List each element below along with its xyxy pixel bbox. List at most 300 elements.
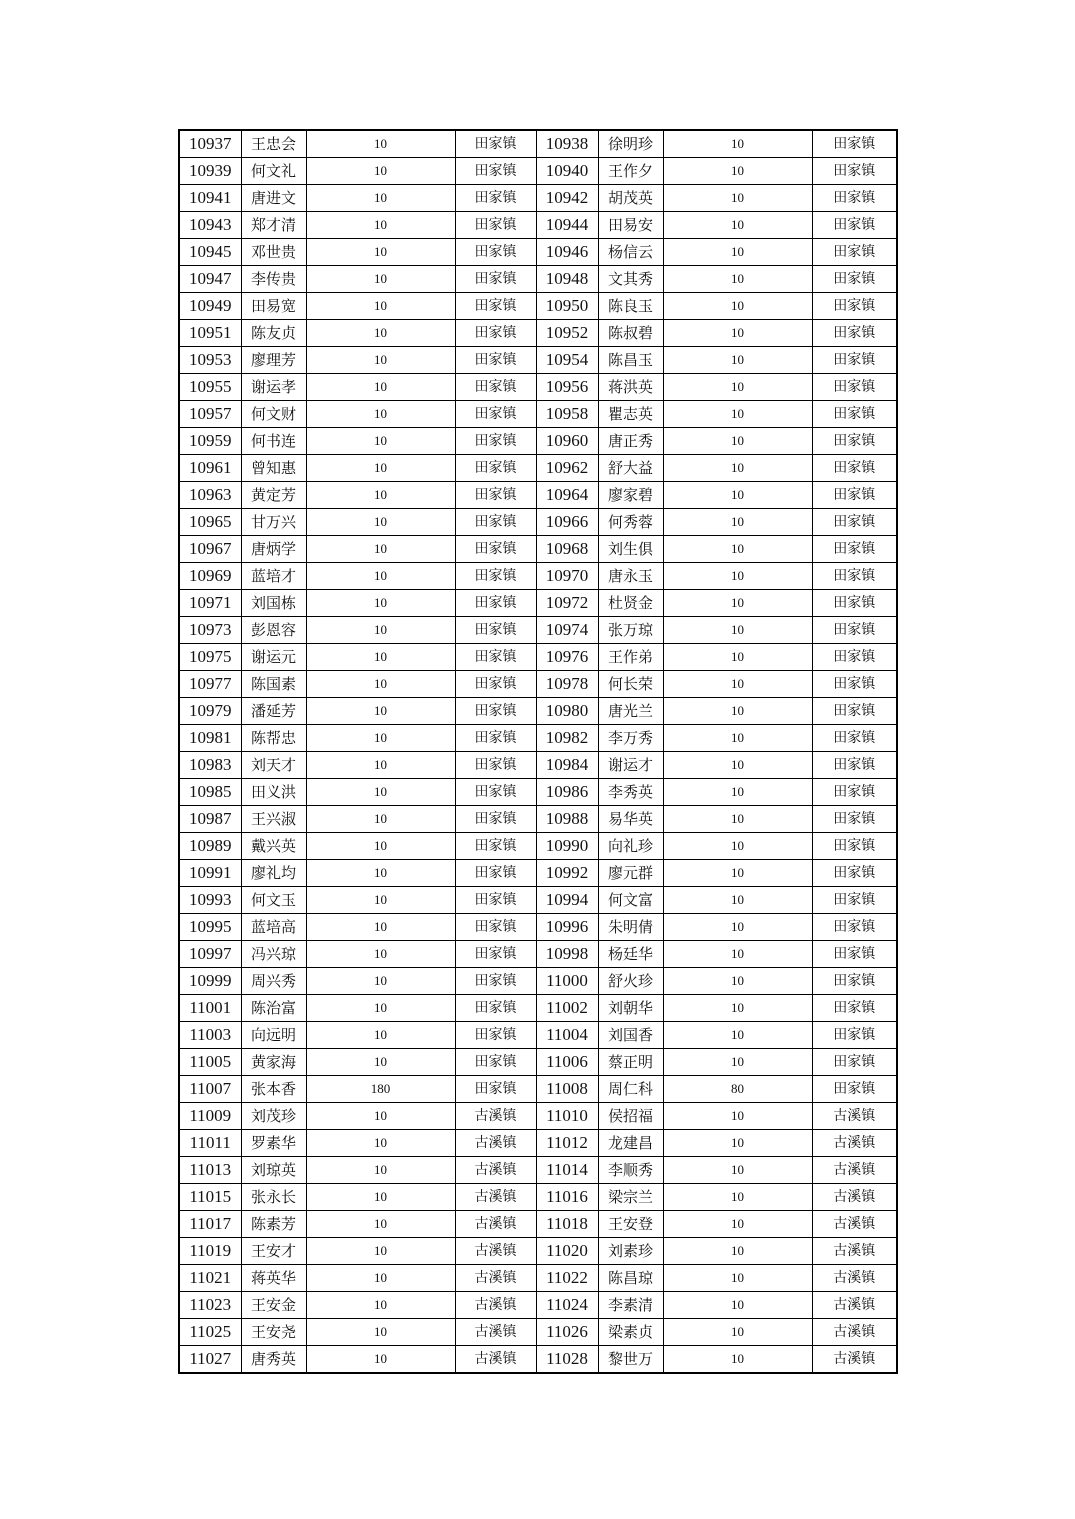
record-id-cell: 10979	[179, 698, 241, 725]
record-id-cell: 10966	[536, 509, 598, 536]
table-row	[179, 698, 897, 725]
town-name-cell: 田家镇	[812, 725, 897, 752]
person-name-cell: 张万琼	[598, 617, 663, 644]
table-row	[179, 482, 897, 509]
person-name-cell: 唐炳学	[241, 536, 306, 563]
record-id-cell: 11000	[536, 968, 598, 995]
town-name-cell: 田家镇	[455, 1076, 536, 1103]
person-name-cell: 刘生俱	[598, 536, 663, 563]
person-name-cell: 刘素珍	[598, 1238, 663, 1265]
town-name-cell: 田家镇	[455, 968, 536, 995]
record-id-cell: 10943	[179, 212, 241, 239]
amount-cell: 10	[663, 347, 812, 374]
table-row	[179, 1211, 897, 1238]
person-name-cell: 廖礼均	[241, 860, 306, 887]
person-name-cell: 舒火珍	[598, 968, 663, 995]
person-name-cell: 刘茂珍	[241, 1103, 306, 1130]
record-id-cell: 10938	[536, 130, 598, 158]
person-name-cell: 罗素华	[241, 1130, 306, 1157]
person-name-cell: 何书连	[241, 428, 306, 455]
amount-cell: 10	[663, 536, 812, 563]
amount-cell: 10	[663, 185, 812, 212]
town-name-cell: 田家镇	[455, 239, 536, 266]
record-id-cell: 10947	[179, 266, 241, 293]
table-row	[179, 536, 897, 563]
record-id-cell: 10976	[536, 644, 598, 671]
town-name-cell: 田家镇	[812, 374, 897, 401]
town-name-cell: 田家镇	[455, 266, 536, 293]
amount-cell: 10	[306, 914, 455, 941]
table-row	[179, 239, 897, 266]
amount-cell: 10	[663, 455, 812, 482]
person-name-cell: 唐光兰	[598, 698, 663, 725]
record-id-cell: 10941	[179, 185, 241, 212]
amount-cell: 10	[663, 887, 812, 914]
record-id-cell: 10971	[179, 590, 241, 617]
table-row	[179, 968, 897, 995]
town-name-cell: 古溪镇	[812, 1130, 897, 1157]
table-row	[179, 1103, 897, 1130]
amount-cell: 10	[306, 536, 455, 563]
amount-cell: 10	[306, 1265, 455, 1292]
town-name-cell: 田家镇	[455, 374, 536, 401]
record-id-cell: 10942	[536, 185, 598, 212]
record-id-cell: 10968	[536, 536, 598, 563]
table-row	[179, 455, 897, 482]
amount-cell: 10	[306, 590, 455, 617]
town-name-cell: 田家镇	[455, 347, 536, 374]
table-row	[179, 1184, 897, 1211]
record-id-cell: 11012	[536, 1130, 598, 1157]
record-id-cell: 10988	[536, 806, 598, 833]
record-id-cell: 10995	[179, 914, 241, 941]
amount-cell: 10	[306, 239, 455, 266]
record-id-cell: 10946	[536, 239, 598, 266]
amount-cell: 10	[306, 374, 455, 401]
town-name-cell: 古溪镇	[812, 1157, 897, 1184]
table-row	[179, 1157, 897, 1184]
amount-cell: 10	[663, 482, 812, 509]
town-name-cell: 田家镇	[812, 833, 897, 860]
record-id-cell: 10984	[536, 752, 598, 779]
town-name-cell: 田家镇	[455, 860, 536, 887]
amount-cell: 10	[306, 1157, 455, 1184]
town-name-cell: 田家镇	[812, 347, 897, 374]
record-id-cell: 11024	[536, 1292, 598, 1319]
table-row	[179, 806, 897, 833]
table-row	[179, 509, 897, 536]
record-id-cell: 11028	[536, 1346, 598, 1374]
town-name-cell: 田家镇	[812, 671, 897, 698]
record-id-cell: 10997	[179, 941, 241, 968]
amount-cell: 10	[306, 941, 455, 968]
amount-cell: 10	[663, 1184, 812, 1211]
town-name-cell: 田家镇	[812, 887, 897, 914]
record-id-cell: 11014	[536, 1157, 598, 1184]
town-name-cell: 田家镇	[455, 617, 536, 644]
record-id-cell: 11018	[536, 1211, 598, 1238]
record-id-cell: 10990	[536, 833, 598, 860]
record-id-cell: 10967	[179, 536, 241, 563]
person-name-cell: 李素清	[598, 1292, 663, 1319]
town-name-cell: 田家镇	[812, 563, 897, 590]
record-id-cell: 10998	[536, 941, 598, 968]
person-name-cell: 朱明倩	[598, 914, 663, 941]
amount-cell: 10	[306, 428, 455, 455]
person-name-cell: 何长荣	[598, 671, 663, 698]
person-name-cell: 曾知惠	[241, 455, 306, 482]
town-name-cell: 田家镇	[812, 968, 897, 995]
town-name-cell: 田家镇	[812, 995, 897, 1022]
table-row	[179, 212, 897, 239]
town-name-cell: 田家镇	[455, 320, 536, 347]
town-name-cell: 田家镇	[812, 617, 897, 644]
record-id-cell: 11009	[179, 1103, 241, 1130]
person-name-cell: 黎世万	[598, 1346, 663, 1374]
person-name-cell: 侯招福	[598, 1103, 663, 1130]
amount-cell: 10	[306, 1292, 455, 1319]
record-id-cell: 11008	[536, 1076, 598, 1103]
person-name-cell: 刘朝华	[598, 995, 663, 1022]
amount-cell: 10	[663, 833, 812, 860]
town-name-cell: 田家镇	[455, 293, 536, 320]
person-name-cell: 唐秀英	[241, 1346, 306, 1374]
table-row	[179, 320, 897, 347]
amount-cell: 10	[306, 401, 455, 428]
record-id-cell: 11006	[536, 1049, 598, 1076]
amount-cell: 10	[663, 779, 812, 806]
town-name-cell: 田家镇	[455, 185, 536, 212]
table-row	[179, 617, 897, 644]
amount-cell: 10	[663, 860, 812, 887]
town-name-cell: 古溪镇	[812, 1319, 897, 1346]
record-id-cell: 11021	[179, 1265, 241, 1292]
person-name-cell: 何文富	[598, 887, 663, 914]
table-row	[179, 725, 897, 752]
town-name-cell: 田家镇	[455, 158, 536, 185]
table-row	[179, 941, 897, 968]
amount-cell: 10	[306, 779, 455, 806]
record-id-cell: 11017	[179, 1211, 241, 1238]
amount-cell: 10	[306, 698, 455, 725]
record-id-cell: 10985	[179, 779, 241, 806]
town-name-cell: 田家镇	[455, 509, 536, 536]
amount-cell: 10	[663, 617, 812, 644]
town-name-cell: 田家镇	[455, 887, 536, 914]
person-name-cell: 刘天才	[241, 752, 306, 779]
record-id-cell: 10970	[536, 563, 598, 590]
amount-cell: 10	[306, 482, 455, 509]
record-id-cell: 10991	[179, 860, 241, 887]
amount-cell: 10	[663, 995, 812, 1022]
amount-cell: 10	[663, 1157, 812, 1184]
person-name-cell: 蒋英华	[241, 1265, 306, 1292]
person-name-cell: 谢运孝	[241, 374, 306, 401]
amount-cell: 10	[306, 1049, 455, 1076]
record-id-cell: 10962	[536, 455, 598, 482]
amount-cell: 10	[306, 509, 455, 536]
table-row	[179, 644, 897, 671]
table-row	[179, 1049, 897, 1076]
amount-cell: 10	[663, 968, 812, 995]
amount-cell: 10	[306, 563, 455, 590]
person-name-cell: 刘琼英	[241, 1157, 306, 1184]
amount-cell: 10	[306, 1130, 455, 1157]
table-row	[179, 1292, 897, 1319]
person-name-cell: 胡茂英	[598, 185, 663, 212]
town-name-cell: 古溪镇	[455, 1346, 536, 1374]
person-name-cell: 杨信云	[598, 239, 663, 266]
amount-cell: 10	[663, 1211, 812, 1238]
town-name-cell: 古溪镇	[455, 1184, 536, 1211]
record-id-cell: 11015	[179, 1184, 241, 1211]
record-id-cell: 10989	[179, 833, 241, 860]
person-name-cell: 唐进文	[241, 185, 306, 212]
table-row	[179, 995, 897, 1022]
town-name-cell: 田家镇	[812, 401, 897, 428]
table-row	[179, 185, 897, 212]
record-id-cell: 11003	[179, 1022, 241, 1049]
amount-cell: 10	[663, 671, 812, 698]
town-name-cell: 田家镇	[455, 401, 536, 428]
table-row	[179, 779, 897, 806]
town-name-cell: 田家镇	[812, 779, 897, 806]
record-id-cell: 11019	[179, 1238, 241, 1265]
amount-cell: 10	[663, 806, 812, 833]
person-name-cell: 王作弟	[598, 644, 663, 671]
town-name-cell: 田家镇	[812, 239, 897, 266]
person-name-cell: 黄定芳	[241, 482, 306, 509]
person-name-cell: 王安才	[241, 1238, 306, 1265]
amount-cell: 10	[663, 752, 812, 779]
amount-cell: 10	[663, 1292, 812, 1319]
amount-cell: 10	[663, 130, 812, 158]
amount-cell: 10	[663, 1130, 812, 1157]
record-id-cell: 11007	[179, 1076, 241, 1103]
amount-cell: 10	[663, 725, 812, 752]
record-id-cell: 10952	[536, 320, 598, 347]
amount-cell: 10	[306, 860, 455, 887]
town-name-cell: 田家镇	[812, 698, 897, 725]
amount-cell: 10	[663, 914, 812, 941]
town-name-cell: 田家镇	[812, 941, 897, 968]
table-row	[179, 374, 897, 401]
record-id-cell: 10957	[179, 401, 241, 428]
person-name-cell: 梁宗兰	[598, 1184, 663, 1211]
amount-cell: 10	[663, 563, 812, 590]
person-name-cell: 张永长	[241, 1184, 306, 1211]
town-name-cell: 田家镇	[455, 779, 536, 806]
person-name-cell: 文其秀	[598, 266, 663, 293]
town-name-cell: 田家镇	[455, 671, 536, 698]
record-id-cell: 10973	[179, 617, 241, 644]
amount-cell: 10	[306, 293, 455, 320]
amount-cell: 10	[663, 293, 812, 320]
amount-cell: 10	[663, 1103, 812, 1130]
town-name-cell: 古溪镇	[812, 1265, 897, 1292]
record-id-cell: 10993	[179, 887, 241, 914]
town-name-cell: 古溪镇	[812, 1292, 897, 1319]
amount-cell: 10	[306, 617, 455, 644]
person-name-cell: 易华英	[598, 806, 663, 833]
town-name-cell: 田家镇	[455, 698, 536, 725]
person-name-cell: 瞿志英	[598, 401, 663, 428]
table-row	[179, 1346, 897, 1374]
person-name-cell: 杜贤金	[598, 590, 663, 617]
person-name-cell: 王安尧	[241, 1319, 306, 1346]
person-name-cell: 戴兴英	[241, 833, 306, 860]
table-row	[179, 293, 897, 320]
person-name-cell: 唐永玉	[598, 563, 663, 590]
person-name-cell: 李万秀	[598, 725, 663, 752]
record-id-cell: 11011	[179, 1130, 241, 1157]
person-name-cell: 何秀蓉	[598, 509, 663, 536]
town-name-cell: 田家镇	[812, 482, 897, 509]
person-name-cell: 向远明	[241, 1022, 306, 1049]
amount-cell: 10	[306, 320, 455, 347]
person-name-cell: 陈昌琼	[598, 1265, 663, 1292]
amount-cell: 10	[306, 212, 455, 239]
amount-cell: 10	[663, 1238, 812, 1265]
table-row	[179, 401, 897, 428]
amount-cell: 10	[306, 1022, 455, 1049]
table-row	[179, 347, 897, 374]
person-name-cell: 李顺秀	[598, 1157, 663, 1184]
town-name-cell: 田家镇	[812, 455, 897, 482]
record-id-cell: 10944	[536, 212, 598, 239]
amount-cell: 10	[306, 671, 455, 698]
town-name-cell: 田家镇	[455, 752, 536, 779]
person-name-cell: 黄家海	[241, 1049, 306, 1076]
person-name-cell: 唐正秀	[598, 428, 663, 455]
record-id-cell: 10992	[536, 860, 598, 887]
town-name-cell: 田家镇	[812, 293, 897, 320]
record-id-cell: 10977	[179, 671, 241, 698]
record-id-cell: 10950	[536, 293, 598, 320]
town-name-cell: 田家镇	[455, 455, 536, 482]
record-id-cell: 10959	[179, 428, 241, 455]
table-row	[179, 1265, 897, 1292]
town-name-cell: 田家镇	[812, 752, 897, 779]
amount-cell: 10	[306, 1319, 455, 1346]
amount-cell: 10	[306, 752, 455, 779]
town-name-cell: 田家镇	[455, 536, 536, 563]
record-id-cell: 10958	[536, 401, 598, 428]
person-name-cell: 蒋洪英	[598, 374, 663, 401]
record-id-cell: 10953	[179, 347, 241, 374]
person-name-cell: 张本香	[241, 1076, 306, 1103]
town-name-cell: 古溪镇	[812, 1211, 897, 1238]
amount-cell: 10	[663, 401, 812, 428]
person-name-cell: 邓世贵	[241, 239, 306, 266]
town-name-cell: 古溪镇	[455, 1319, 536, 1346]
town-name-cell: 古溪镇	[455, 1157, 536, 1184]
town-name-cell: 田家镇	[455, 482, 536, 509]
person-name-cell: 蔡正明	[598, 1049, 663, 1076]
person-name-cell: 向礼珍	[598, 833, 663, 860]
record-id-cell: 10940	[536, 158, 598, 185]
table-row	[179, 833, 897, 860]
record-id-cell: 11002	[536, 995, 598, 1022]
person-name-cell: 王忠会	[241, 130, 306, 158]
person-name-cell: 陈良玉	[598, 293, 663, 320]
town-name-cell: 田家镇	[455, 590, 536, 617]
person-name-cell: 田易宽	[241, 293, 306, 320]
record-id-cell: 10980	[536, 698, 598, 725]
table-row	[179, 1238, 897, 1265]
table-row	[179, 860, 897, 887]
amount-cell: 10	[663, 1346, 812, 1374]
table-row	[179, 887, 897, 914]
amount-cell: 10	[663, 212, 812, 239]
record-id-cell: 11004	[536, 1022, 598, 1049]
table-row	[179, 1076, 897, 1103]
person-name-cell: 周仁科	[598, 1076, 663, 1103]
record-id-cell: 11026	[536, 1319, 598, 1346]
town-name-cell: 田家镇	[812, 130, 897, 158]
record-id-cell: 10937	[179, 130, 241, 158]
record-id-cell: 11005	[179, 1049, 241, 1076]
town-name-cell: 田家镇	[812, 185, 897, 212]
table-row	[179, 590, 897, 617]
person-name-cell: 冯兴琼	[241, 941, 306, 968]
town-name-cell: 田家镇	[455, 644, 536, 671]
person-name-cell: 陈治富	[241, 995, 306, 1022]
record-id-cell: 11023	[179, 1292, 241, 1319]
amount-cell: 10	[663, 941, 812, 968]
person-name-cell: 陈友贞	[241, 320, 306, 347]
record-id-cell: 10996	[536, 914, 598, 941]
town-name-cell: 古溪镇	[812, 1238, 897, 1265]
town-name-cell: 古溪镇	[812, 1103, 897, 1130]
record-id-cell: 10963	[179, 482, 241, 509]
record-id-cell: 10948	[536, 266, 598, 293]
record-id-cell: 10961	[179, 455, 241, 482]
town-name-cell: 田家镇	[455, 428, 536, 455]
person-name-cell: 蓝培才	[241, 563, 306, 590]
town-name-cell: 古溪镇	[455, 1130, 536, 1157]
record-id-cell: 10986	[536, 779, 598, 806]
person-name-cell: 王安金	[241, 1292, 306, 1319]
person-name-cell: 郑才清	[241, 212, 306, 239]
person-name-cell: 杨廷华	[598, 941, 663, 968]
amount-cell: 10	[663, 239, 812, 266]
person-name-cell: 潘延芳	[241, 698, 306, 725]
town-name-cell: 田家镇	[812, 509, 897, 536]
town-name-cell: 田家镇	[812, 644, 897, 671]
record-id-cell: 11025	[179, 1319, 241, 1346]
person-name-cell: 陈国素	[241, 671, 306, 698]
record-id-cell: 10939	[179, 158, 241, 185]
amount-cell: 10	[306, 995, 455, 1022]
amount-cell: 10	[306, 158, 455, 185]
amount-cell: 10	[306, 1103, 455, 1130]
town-name-cell: 田家镇	[455, 941, 536, 968]
amount-cell: 10	[306, 833, 455, 860]
amount-cell: 10	[663, 590, 812, 617]
town-name-cell: 古溪镇	[812, 1184, 897, 1211]
amount-cell: 10	[306, 1346, 455, 1374]
record-id-cell: 11022	[536, 1265, 598, 1292]
person-name-cell: 蓝培高	[241, 914, 306, 941]
town-name-cell: 田家镇	[812, 320, 897, 347]
town-name-cell: 田家镇	[455, 914, 536, 941]
town-name-cell: 田家镇	[812, 860, 897, 887]
person-name-cell: 李传贵	[241, 266, 306, 293]
table-row	[179, 428, 897, 455]
person-name-cell: 田义洪	[241, 779, 306, 806]
amount-cell: 10	[663, 509, 812, 536]
